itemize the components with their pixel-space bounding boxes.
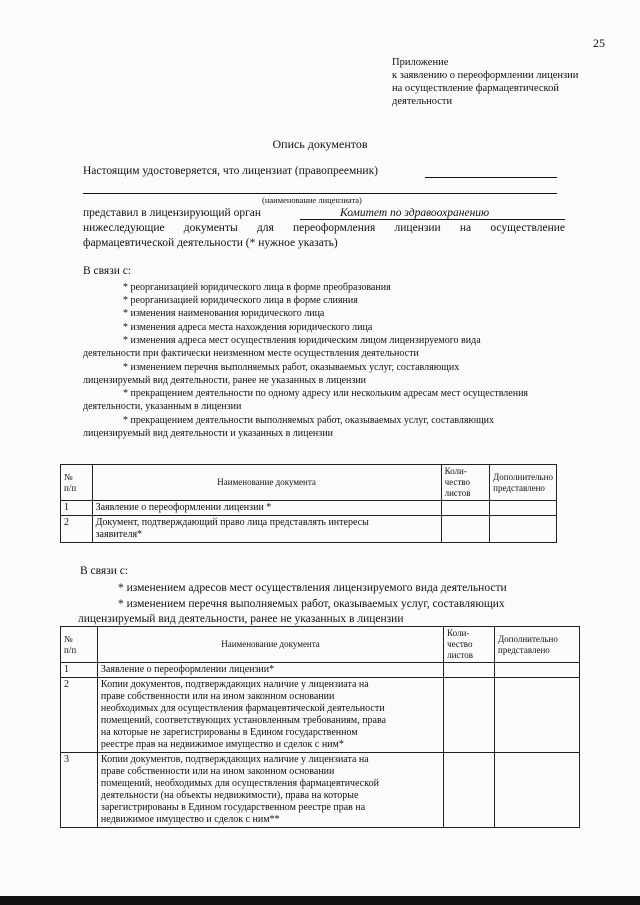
reason-item: * изменения адреса мест осуществления юридическим лицом лицензируемого вида [123,335,481,346]
row-document: Копии документов, подтверждающих наличие у лицензиата на праве собственности или на ином законном основании необходимых для осуществления фармацевтической деятельности помещений, соответствующих установленным требованиям, права на которые не зарегистрированы в Едином государственном реестре прав на недвижимое имущество и сделок с ним* [97,678,443,753]
header-name: Наименование документа [97,627,443,663]
presented-text: представил в лицензирующий орган [83,207,262,219]
organ-underline [300,219,565,220]
reason-item-cont: деятельности при фактически неизменном месте осуществления деятельности [83,348,419,359]
row-extra-cell [490,501,557,516]
appendix-line: Приложение [392,57,449,68]
licensee-caption: (наименование лицензиата) [262,195,362,205]
table-row [61,501,557,516]
row-num: 3 [61,753,98,828]
document-title: Опись документов [272,137,368,151]
row-extra-cell [495,753,580,828]
table-header-row [61,627,580,663]
scan-edge-bar [0,896,640,905]
reason-item: * реорганизацией юридического лица в форме преобразования [123,282,391,293]
intro-line-3: фармацевтической деятельности (* нужное указать) [83,237,338,249]
section2-heading: В связи с: [80,565,129,577]
reason-item-cont: лицензируемый вид деятельности, ранее не указанных в лицензии [78,613,404,625]
appendix-block [392,56,578,108]
table-row [61,663,580,678]
reason-item: * изменением перечня выполняемых работ, оказываемых услуг, составляющих [118,598,505,610]
header-count: Коли- чество листов [444,627,495,663]
reason-item: * прекращением деятельности выполняемых работ, оказываемых услуг, составляющих [123,415,495,426]
row-num: 1 [61,501,93,516]
licensee-underline [425,177,557,178]
header-count: Коли- чество листов [441,465,490,501]
header-num: № п/п [61,465,93,501]
header-num: № п/п [61,627,98,663]
reason-item: * изменением перечня выполняемых работ, оказываемых услуг, составляющих [123,362,460,373]
reason-item-cont: деятельности, указанным в лицензии [83,401,242,412]
row-extra-cell [495,678,580,753]
appendix-line: к заявлению о переоформлении лицензии [392,70,579,81]
reason-item: * изменения адреса места нахождения юридического лица [123,322,373,333]
row-extra-cell [495,663,580,678]
reason-item: * изменением адресов мест осуществления лицензируемого вида деятельности [118,582,507,594]
section1-heading: В связи с: [83,265,132,277]
reason-item-cont: лицензируемый вид деятельности и указанных в лицензии [83,428,333,439]
row-document: Заявление о переоформлении лицензии * [92,501,441,516]
appendix-line: на осуществление фармацевтической [392,83,559,94]
header-extra: Дополнительно представлено [495,627,580,663]
row-count-cell [444,753,495,828]
row-count-cell [444,663,495,678]
row-document: Заявление о переоформлении лицензии* [97,663,443,678]
page-number: 25 [593,36,605,50]
appendix-line: деятельности [392,96,453,107]
table-row [61,516,557,543]
licensee-line [83,193,557,194]
row-count-cell [441,501,490,516]
documents-table-1 [60,464,557,543]
row-num: 1 [61,663,98,678]
reason-item: * изменения наименования юридического лица [123,308,325,319]
row-count-cell [444,678,495,753]
certify-text: Настоящим удостоверяется, что лицензиат (правопреемник) [83,165,378,177]
header-extra: Дополнительно представлено [490,465,557,501]
reason-item-cont: лицензируемый вид деятельности, ранее не указанных в лицензии [83,375,367,386]
row-extra-cell [490,516,557,543]
row-document: Документ, подтверждающий право лица представлять интересы заявителя* [92,516,441,543]
table-header-row [61,465,557,501]
row-document: Копии документов, подтверждающих наличие у лицензиата на праве собственности или на ином законном основании помещений, необходимых для осуществления фармацевтической деятельности (на объекты недвижимости), права на которые зарегистрированы в Едином государственном реестре прав на недвижимое имущество и сделок с ним** [97,753,443,828]
table-row [61,753,580,828]
licensing-organ: Комитет по здравоохранению [340,207,490,219]
documents-table-2 [60,626,580,828]
row-num: 2 [61,516,93,543]
row-count-cell [441,516,490,543]
intro-line-2: нижеследующие документы для переоформления лицензии на осуществление [83,222,565,234]
row-num: 2 [61,678,98,753]
reason-item: * прекращением деятельности по одному адресу или нескольким адресам мест осуществления [123,388,529,399]
reason-item: * реорганизацией юридического лица в форме слияния [123,295,358,306]
table-row [61,678,580,753]
header-name: Наименование документа [92,465,441,501]
